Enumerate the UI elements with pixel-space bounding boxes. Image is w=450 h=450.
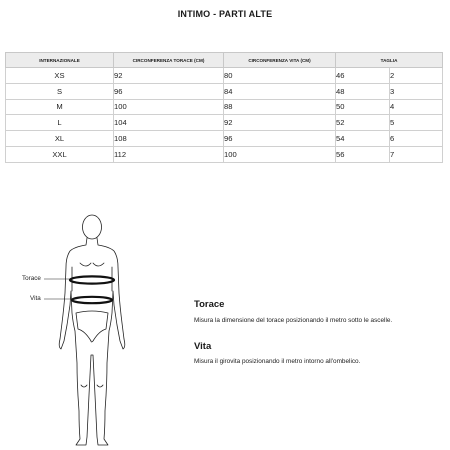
left-pec [80,263,91,266]
cell-size-b: 7 [390,146,443,162]
left-knee [81,385,87,387]
table-header-row [6,53,443,68]
cell-chest: 92 [114,68,224,84]
cell-size-a: 54 [336,131,390,147]
cell-waist: 80 [224,68,336,84]
measurement-figure [0,205,450,450]
cell-size-b: 6 [390,131,443,147]
cell-waist: 88 [224,99,336,115]
cell-waist: 100 [224,146,336,162]
header-size: TAGLIA [336,53,443,68]
table-row [6,68,443,84]
table-row [6,146,443,162]
cell-international: XXL [6,146,114,162]
table-row [6,115,443,131]
waist-label: Vita [30,295,41,302]
chest-instructions: Misura la dimensione del torace posizionando il metro sotto le ascelle. [194,317,393,324]
cell-international: L [6,115,114,131]
header-international: INTERNAZIONALE [6,53,114,68]
cell-size-a: 46 [336,68,390,84]
cell-chest: 96 [114,83,224,99]
chest-measure-band [70,276,114,283]
cell-international: M [6,99,114,115]
cell-international: XS [6,68,114,84]
chest-label: Torace [22,275,41,282]
cell-chest: 108 [114,131,224,147]
right-pec [93,263,104,266]
header-chest: CIRCONFERENZA TORACE (CM) [114,53,224,68]
waist-instructions: Misura il girovita posizionando il metro intorno all'ombelico. [194,358,361,365]
chest-heading: Torace [194,299,225,310]
cell-size-b: 2 [390,68,443,84]
header-waist: CIRCONFERENZA VITA (CM) [224,53,336,68]
table-row [6,83,443,99]
cell-international: XL [6,131,114,147]
cell-chest: 100 [114,99,224,115]
right-knee [97,385,103,387]
cell-waist: 92 [224,115,336,131]
waist-measure-band [72,297,112,303]
briefs-outline [76,311,108,342]
head-outline [83,215,102,239]
page-title: INTIMO - PARTI ALTE [177,9,273,19]
cell-international: S [6,83,114,99]
cell-size-a: 56 [336,146,390,162]
cell-size-a: 50 [336,99,390,115]
cell-chest: 104 [114,115,224,131]
cell-size-b: 4 [390,99,443,115]
cell-waist: 84 [224,83,336,99]
size-table [5,52,443,163]
cell-size-a: 52 [336,115,390,131]
table-row [6,131,443,147]
cell-waist: 96 [224,131,336,147]
cell-size-b: 3 [390,83,443,99]
cell-size-a: 48 [336,83,390,99]
cell-chest: 112 [114,146,224,162]
table-row [6,99,443,115]
waist-heading: Vita [194,341,212,352]
cell-size-b: 5 [390,115,443,131]
body-outline-illustration [0,205,450,450]
